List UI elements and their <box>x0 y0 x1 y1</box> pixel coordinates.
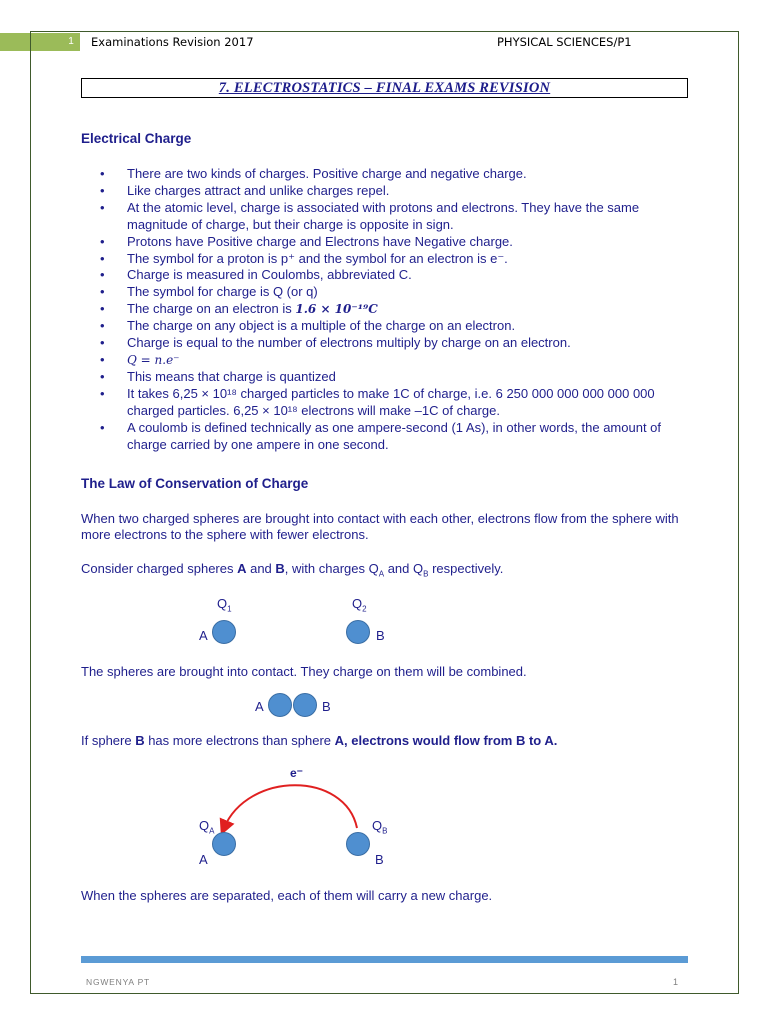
contact-paragraph: The spheres are brought into contact. They charge on them will be combined. <box>81 664 527 679</box>
list-item: • It takes 6,25 × 10¹⁸ charged particles to make 1C of charge, i.e. 6 250 000 000 000 000 000 charged particles. 6,25 × 10¹⁸ electrons will make –1C of charge. <box>99 386 699 420</box>
flow-b-label: B <box>375 852 384 867</box>
sphere-a <box>212 620 236 644</box>
header-right-title: PHYSICAL SCIENCES/P1 <box>497 35 632 49</box>
contact-sphere-a <box>268 693 292 717</box>
list-item: • This means that charge is quantized <box>99 369 699 386</box>
diagram-separate-spheres <box>0 596 768 646</box>
list-item: • The symbol for charge is Q (or q) <box>99 284 699 301</box>
electron-label: e⁻ <box>290 766 304 780</box>
electron-charge-formula: 1.6 × 10⁻¹⁹C <box>295 302 378 317</box>
contact-b-label: B <box>322 699 331 714</box>
list-item: • Charge is equal to the number of electrons multiply by charge on an electron. <box>99 335 699 352</box>
flow-sphere-b <box>346 832 370 856</box>
list-item <box>99 352 699 369</box>
footer-bar <box>81 956 688 963</box>
diagram-spheres-contact <box>0 693 768 721</box>
electron-flow-paragraph: If sphere B has more electrons than sphere A, electrons would flow from B to A. <box>81 733 558 748</box>
title-box <box>81 78 688 98</box>
list-item: • Protons have Positive charge and Electrons have Negative charge. <box>99 234 699 251</box>
q2-label: $Q_2$ <box>352 596 367 614</box>
sphere-a-label: A <box>199 628 208 643</box>
charge-bullet-list <box>99 166 699 453</box>
qa-label: $Q_A$ <box>199 818 215 836</box>
section-heading-electrical-charge: Electrical Charge <box>81 131 192 146</box>
conservation-paragraph-1: When two charged spheres are brought into contact with each other, electrons flow from the sphere with more electrons to the sphere with fewer electrons. <box>81 511 679 542</box>
flow-sphere-a <box>212 832 236 856</box>
contact-sphere-b <box>293 693 317 717</box>
conservation-paragraph-2: Consider charged spheres A and B, with charges $Q_A$ and $Q_B$ respectively. <box>81 561 504 579</box>
qb-label: $Q_B$ <box>372 818 388 836</box>
contact-a-label: A <box>255 699 264 714</box>
header-page-number: 1 <box>68 36 74 47</box>
list-item: • There are two kinds of charges. Positive charge and negative charge. <box>99 166 699 183</box>
page-title: 7. ELECTROSTATICS – FINAL EXAMS REVISION <box>218 80 551 96</box>
list-item: • Like charges attract and unlike charges repel. <box>99 183 699 200</box>
separation-paragraph: When the spheres are separated, each of them will carry a new charge. <box>81 888 493 903</box>
header-left-title: Examinations Revision 2017 <box>91 35 254 49</box>
list-item: • The charge on any object is a multiple of the charge on an electron. <box>99 318 699 335</box>
flow-a-label: A <box>199 852 208 867</box>
list-item: • A coulomb is defined technically as one ampere-second (1 As), in other words, the amount of charge carried by one ampere in one second. <box>99 420 699 454</box>
sphere-b <box>346 620 370 644</box>
section-heading-conservation: The Law of Conservation of Charge <box>81 476 309 491</box>
list-item: • At the atomic level, charge is associated with protons and electrons. They have the same magnitude of charge, but their charge is opposite in sign. <box>99 200 699 234</box>
diagram-electron-flow <box>0 766 768 876</box>
q1-label: $Q_1$ <box>217 596 232 614</box>
list-item <box>99 301 699 318</box>
footer-author: NGWENYA PT <box>86 977 151 987</box>
list-item: • The symbol for a proton is p⁺ and the symbol for an electron is e⁻. <box>99 251 699 268</box>
list-item: • Charge is measured in Coulombs, abbreviated C. <box>99 267 699 284</box>
footer-page-number: 1 <box>673 977 679 987</box>
charge-formula: Q = n.e⁻ <box>127 352 180 367</box>
sphere-b-label: B <box>376 628 385 643</box>
electron-charge-text: The charge on an electron is <box>127 301 296 317</box>
